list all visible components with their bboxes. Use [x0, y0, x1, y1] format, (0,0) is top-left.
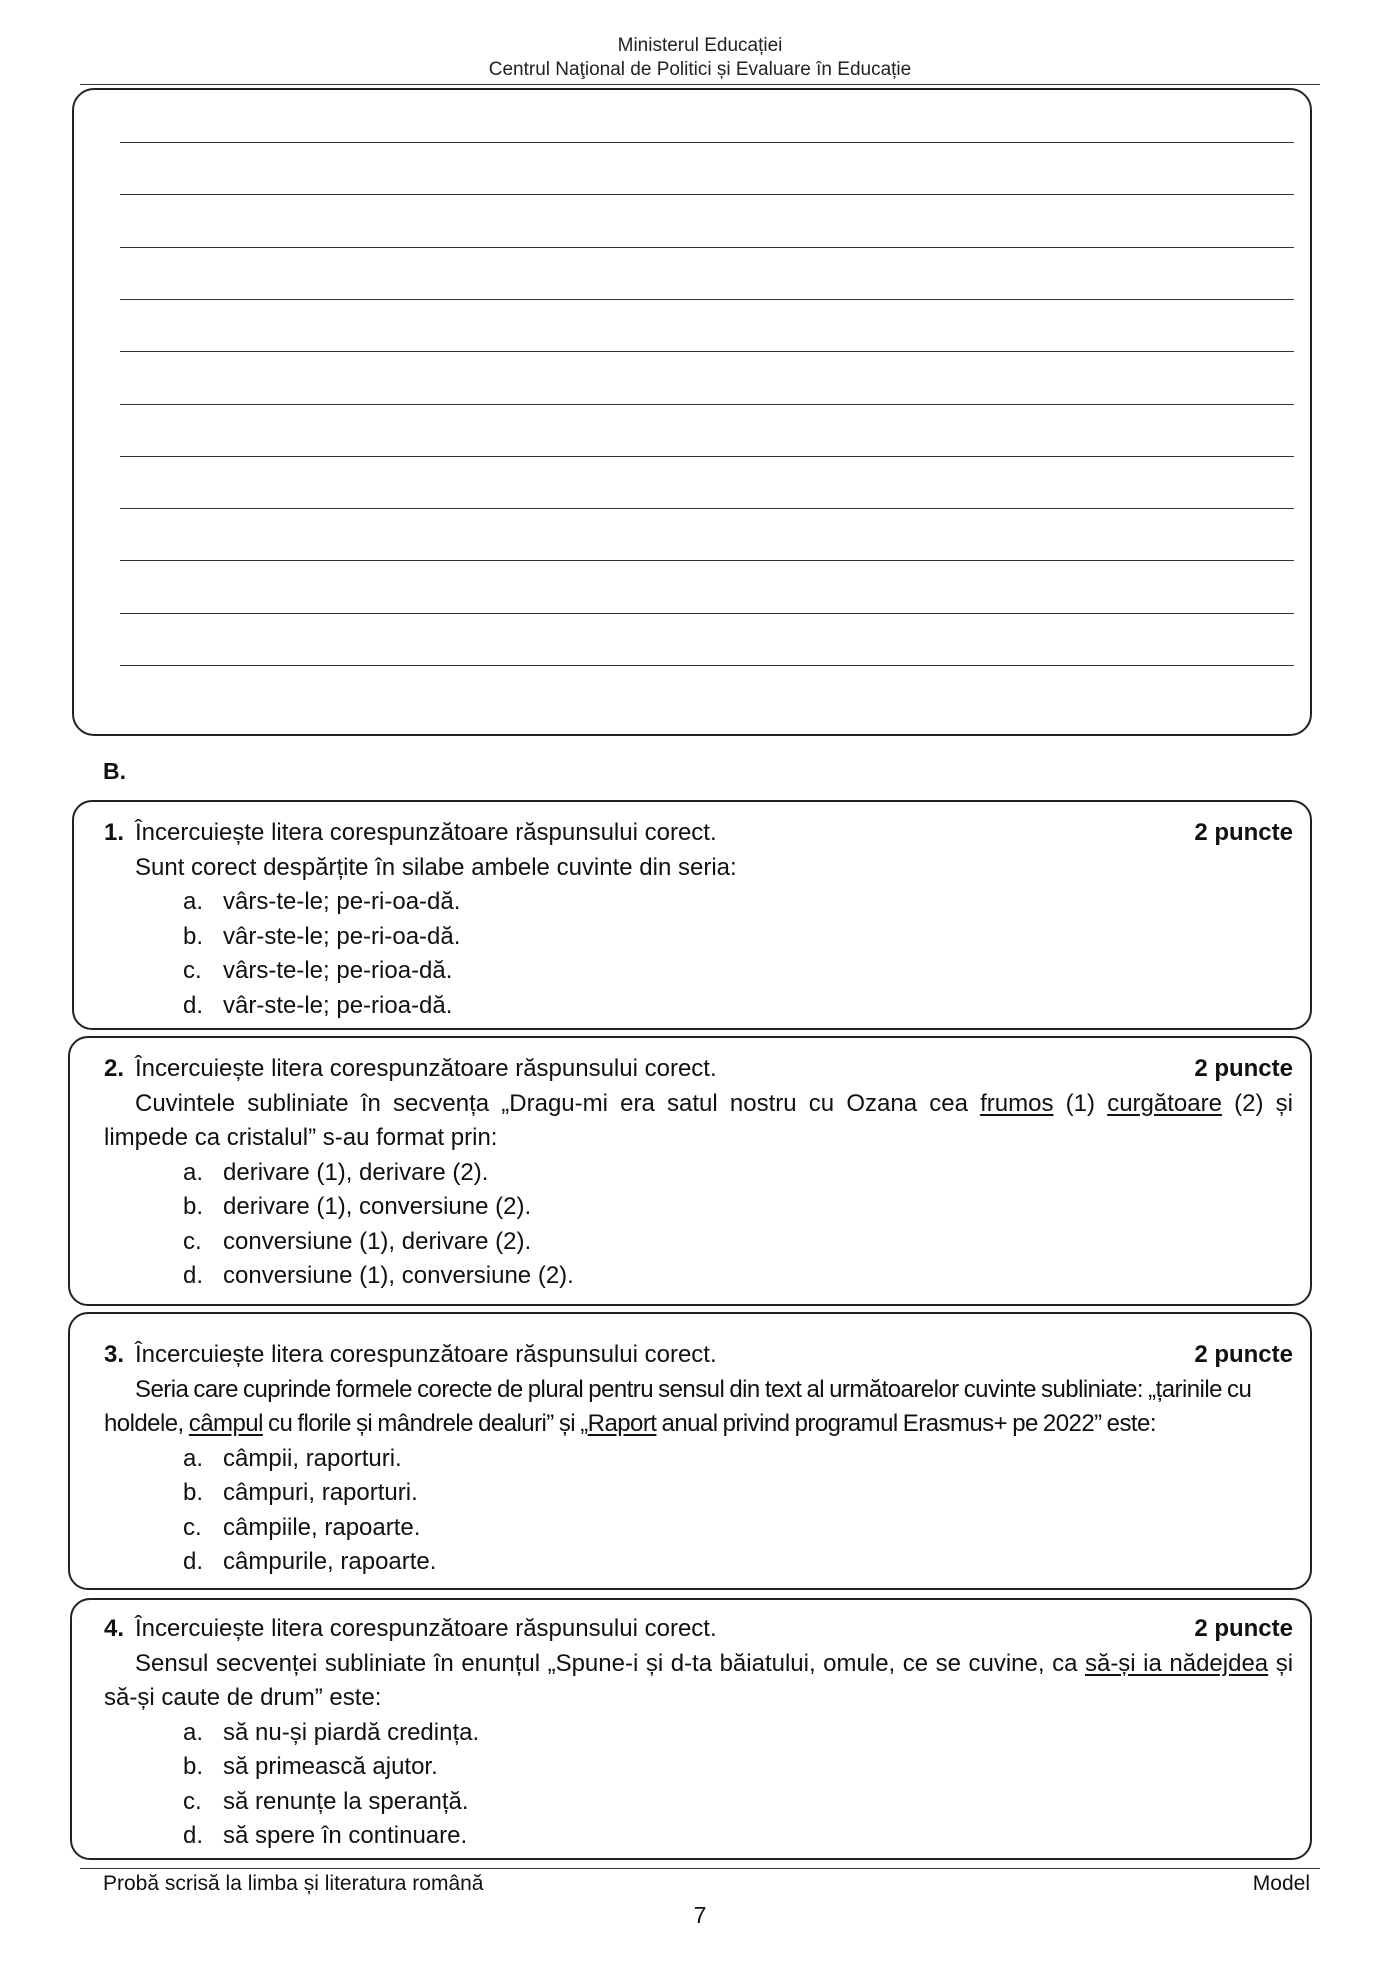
- footer-exam-title: Probă scrisă la limba și literatura română: [103, 1872, 484, 1895]
- question-instruction: Încercuiește litera corespunzătoare răspunsului corect.: [135, 819, 717, 846]
- option-letter: c.: [183, 1787, 202, 1815]
- option-text: vâr-ste-le; pe-rioa-dă.: [223, 991, 453, 1019]
- option-letter: a.: [183, 1444, 204, 1472]
- option-b[interactable]: [183, 1190, 1293, 1225]
- header-divider: [80, 84, 1320, 85]
- writing-line: [120, 194, 1294, 195]
- question-number: 2.: [104, 1055, 125, 1082]
- option-c[interactable]: [183, 1511, 1293, 1546]
- question-points: 2 puncte: [1194, 819, 1293, 846]
- option-text: vâr-ste-le; pe-ri-oa-dă.: [223, 922, 461, 950]
- stem-text: Sensul secvenței subliniate în enunțul „Spune-i și d-ta băiatului, omule, ce se cuvine, ca: [135, 1649, 1085, 1677]
- option-letter: b.: [183, 1479, 204, 1506]
- option-letter: a.: [183, 1158, 204, 1186]
- writing-line: [120, 351, 1294, 352]
- question-4-header: [104, 1612, 1293, 1647]
- option-letter: c.: [183, 957, 202, 984]
- writing-line: [120, 404, 1294, 405]
- option-d[interactable]: [183, 1545, 1293, 1580]
- option-d[interactable]: [183, 1819, 1293, 1854]
- option-text: câmpurile, rapoarte.: [223, 1548, 437, 1575]
- option-letter: b.: [183, 922, 204, 950]
- option-letter: c.: [183, 1513, 202, 1541]
- writing-line: [120, 560, 1294, 561]
- writing-line: [120, 508, 1294, 509]
- question-points: 2 puncte: [1194, 1055, 1293, 1082]
- underlined-word: curgătoare: [1107, 1089, 1222, 1117]
- option-letter: b.: [183, 1753, 204, 1780]
- page-header: [0, 34, 1400, 82]
- stem-text: Seria care cuprinde formele corecte de plural pentru sensul din text al următoarelor cuvinte subliniate: „țarinile cu holdele,: [104, 1375, 1252, 1437]
- stem-text: (2) și limpede ca cristalul” s-au format prin:: [104, 1089, 1293, 1151]
- option-letter: d.: [183, 1262, 204, 1289]
- writing-line: [120, 456, 1294, 457]
- option-a[interactable]: [183, 1716, 1293, 1751]
- question-stem: [104, 1373, 1293, 1442]
- question-2-box: [68, 1036, 1312, 1306]
- option-text: derivare (1), derivare (2).: [223, 1158, 489, 1186]
- option-text: conversiune (1), derivare (2).: [223, 1227, 532, 1255]
- option-d[interactable]: [183, 989, 1293, 1024]
- question-points: 2 puncte: [1194, 1341, 1293, 1368]
- option-text: vârs-te-le; pe-rioa-dă.: [223, 957, 453, 984]
- answer-options: [104, 1156, 1293, 1294]
- stem-text: anual privind programul Erasmus+ pe 2022” este:: [656, 1410, 1156, 1437]
- question-stem: Sunt corect despărțite în silabe ambele cuvinte din seria:: [135, 853, 737, 881]
- question-instruction: Încercuiește litera corespunzătoare răspunsului corect.: [135, 1341, 717, 1368]
- option-c[interactable]: [183, 1225, 1293, 1260]
- writing-line: [120, 665, 1294, 666]
- question-number: 1.: [104, 819, 125, 846]
- option-text: să spere în continuare.: [223, 1822, 468, 1849]
- writing-line: [120, 299, 1294, 300]
- option-text: derivare (1), conversiune (2).: [223, 1193, 532, 1220]
- writing-line: [120, 142, 1294, 143]
- option-a[interactable]: [183, 1442, 1293, 1477]
- question-2-header: [104, 1052, 1293, 1087]
- question-number: 4.: [104, 1615, 125, 1642]
- option-c[interactable]: [183, 954, 1293, 989]
- question-1-box: [72, 800, 1312, 1030]
- page-number: 7: [693, 1902, 707, 1928]
- question-stem: [104, 1647, 1293, 1716]
- writing-line: [120, 247, 1294, 248]
- option-letter: a.: [183, 888, 204, 915]
- option-letter: d.: [183, 1548, 204, 1575]
- option-letter: c.: [183, 1227, 202, 1255]
- question-1-header: [104, 816, 1293, 851]
- underlined-word: câmpul: [188, 1410, 263, 1437]
- option-d[interactable]: [183, 1259, 1293, 1294]
- answer-options: [104, 1442, 1293, 1580]
- option-text: să primească ajutor.: [223, 1753, 438, 1780]
- writing-line: [120, 613, 1294, 614]
- underlined-phrase: să-și ia nădejdea: [1084, 1649, 1269, 1677]
- underlined-word: Raport: [587, 1410, 657, 1437]
- option-b[interactable]: [183, 1750, 1293, 1785]
- option-c[interactable]: [183, 1785, 1293, 1820]
- stem-text: cu florile și mândrele dealuri” și „: [262, 1410, 588, 1437]
- option-letter: a.: [183, 1718, 204, 1746]
- footer-model-label: Model: [1252, 1872, 1310, 1895]
- question-points: 2 puncte: [1194, 1615, 1293, 1642]
- section-label: B.: [103, 758, 126, 784]
- answer-writing-area[interactable]: [72, 88, 1312, 736]
- question-number: 3.: [104, 1341, 125, 1368]
- option-letter: b.: [183, 1193, 204, 1220]
- option-b[interactable]: [183, 1476, 1293, 1511]
- answer-options: [104, 1716, 1293, 1854]
- question-3-box: [68, 1312, 1312, 1590]
- answer-options: [104, 885, 1293, 1023]
- question-stem: [104, 1087, 1293, 1156]
- question-instruction: Încercuiește litera corespunzătoare răspunsului corect.: [135, 1615, 717, 1642]
- option-text: vârs-te-le; pe-ri-oa-dă.: [223, 888, 461, 915]
- question-4-box: [70, 1598, 1312, 1860]
- option-text: câmpuri, raporturi.: [223, 1479, 418, 1506]
- header-ministry: Ministerul Educației: [617, 35, 783, 56]
- option-text: câmpii, raporturi.: [223, 1444, 402, 1472]
- header-center: Centrul Naţional de Politici și Evaluare în Educație: [488, 59, 912, 80]
- option-a[interactable]: [183, 885, 1293, 920]
- option-letter: d.: [183, 991, 204, 1019]
- question-instruction: Încercuiește litera corespunzătoare răspunsului corect.: [135, 1055, 717, 1082]
- stem-text: Cuvintele subliniate în secvența „Dragu-mi era satul nostru cu Ozana cea: [135, 1089, 981, 1117]
- option-text: câmpiile, rapoarte.: [223, 1513, 421, 1541]
- underlined-word: frumos: [980, 1089, 1054, 1117]
- option-letter: d.: [183, 1822, 204, 1849]
- option-b[interactable]: [183, 920, 1293, 955]
- option-text: să renunțe la speranță.: [223, 1787, 469, 1815]
- footer-divider: [80, 1868, 1320, 1869]
- question-3-header: [104, 1338, 1293, 1373]
- stem-text: și să-și caute de drum” este:: [104, 1649, 1294, 1711]
- option-text: conversiune (1), conversiune (2).: [223, 1262, 574, 1289]
- option-text: să nu-și piardă credința.: [223, 1718, 480, 1746]
- option-a[interactable]: [183, 1156, 1293, 1191]
- stem-text: (1): [1053, 1089, 1108, 1117]
